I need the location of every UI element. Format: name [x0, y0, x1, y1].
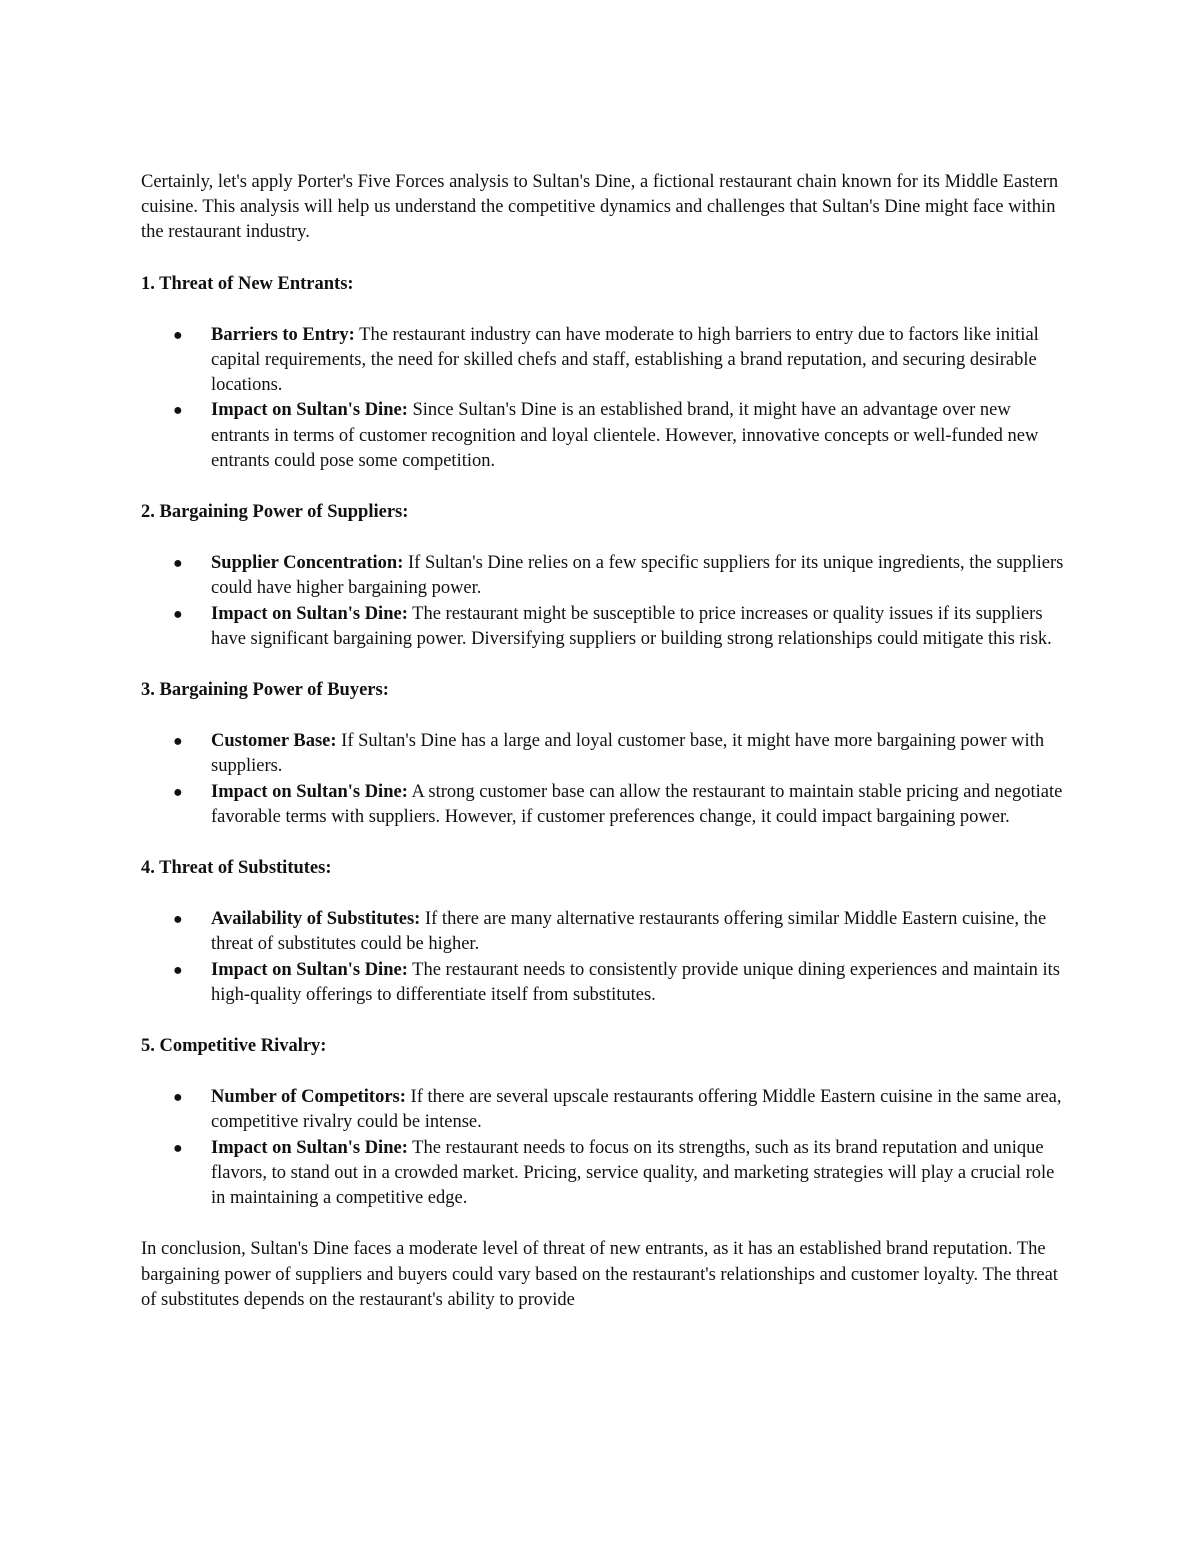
bullet-icon: ● — [173, 1139, 183, 1157]
list-item — [173, 958, 1066, 1008]
bullet-icon: ● — [173, 783, 183, 801]
bullet-icon: ● — [173, 733, 183, 751]
bullet-text: The restaurant needs to focus on its strengths, such as its brand reputation and unique flavors, to stand out in a crowded market. Pricing, service quality, and marketing strategies will play a crucial role in maintaining a competitive edge. — [211, 1137, 1055, 1209]
bullet-icon: ● — [173, 402, 183, 420]
list-item — [173, 907, 1066, 957]
bullet-term: Impact on Sultan's Dine: — [211, 400, 408, 421]
bullet-term: Barriers to Entry: — [211, 324, 355, 345]
bullet-term: Impact on Sultan's Dine: — [211, 1137, 408, 1158]
document-page — [141, 170, 1066, 1313]
list-item — [173, 398, 1066, 474]
bullet-term: Impact on Sultan's Dine: — [211, 781, 408, 802]
section-title-buyers: 3. Bargaining Power of Buyers: — [141, 680, 389, 701]
bullet-text: If there are several upscale restaurants offering Middle Eastern cuisine in the same area, competitive rivalry could be intense. — [211, 1087, 1062, 1133]
bullet-text: A strong customer base can allow the restaurant to maintain stable pricing and negotiate favorable terms with suppliers. However, if customer preferences change, it could impact bargaining power. — [211, 781, 1063, 827]
bullet-text: If Sultan's Dine has a large and loyal customer base, it might have more bargaining power with suppliers. — [211, 731, 1045, 777]
list-item — [173, 780, 1066, 830]
bullet-text: If there are many alternative restaurants offering similar Middle Eastern cuisine, the threat of substitutes could be higher. — [211, 909, 1047, 955]
bullet-list-rivalry — [141, 1085, 1066, 1211]
list-item — [173, 323, 1066, 399]
list-item — [173, 1136, 1066, 1212]
bullet-term: Impact on Sultan's Dine: — [211, 959, 408, 980]
list-item — [173, 551, 1066, 601]
bullet-icon: ● — [173, 326, 183, 344]
bullet-icon: ● — [173, 911, 183, 929]
bullet-text: The restaurant needs to consistently provide unique dining experiences and maintain its high-quality offerings to differentiate itself from substitutes. — [211, 959, 1060, 1005]
bullet-text: If Sultan's Dine relies on a few specific suppliers for its unique ingredients, the suppliers could have higher bargaining power. — [211, 553, 1064, 599]
bullet-text: The restaurant might be susceptible to price increases or quality issues if its suppliers have significant bargaining power. Diversifying suppliers or building strong relationships could mitigate this risk. — [211, 603, 1052, 649]
bullet-term: Impact on Sultan's Dine: — [211, 603, 408, 624]
bullet-term: Availability of Substitutes: — [211, 909, 421, 930]
bullet-list-substitutes — [141, 907, 1066, 1008]
intro-paragraph: Certainly, let's apply Porter's Five Forces analysis to Sultan's Dine, a fictional restaurant chain known for its Middle Eastern cuisine. This analysis will help us understand the competitive dynamics and challenges that Sultan's Dine might face within the restaurant industry. — [141, 172, 1059, 243]
section-title-rivalry: 5. Competitive Rivalry: — [141, 1036, 327, 1057]
bullet-list-suppliers — [141, 551, 1066, 652]
section-title-substitutes: 4. Threat of Substitutes: — [141, 858, 332, 879]
list-item — [173, 1085, 1066, 1135]
bullet-term: Customer Base: — [211, 731, 337, 752]
section-title-new-entrants: 1. Threat of New Entrants: — [141, 273, 354, 294]
list-item — [173, 602, 1066, 652]
bullet-icon: ● — [173, 555, 183, 573]
bullet-icon: ● — [173, 605, 183, 623]
bullet-icon: ● — [173, 961, 183, 979]
bullet-text: The restaurant industry can have moderate to high barriers to entry due to factors like initial capital requirements, the need for skilled chefs and staff, establishing a brand reputation, and securing desirable locations. — [211, 324, 1039, 396]
bullet-list-buyers — [141, 729, 1066, 830]
bullet-term: Supplier Concentration: — [211, 553, 404, 574]
list-item — [173, 729, 1066, 779]
bullet-list-new-entrants — [141, 323, 1066, 474]
bullet-icon: ● — [173, 1089, 183, 1107]
bullet-text: Since Sultan's Dine is an established brand, it might have an advantage over new entrants in terms of customer recognition and loyal clientele. However, innovative concepts or well-funded new entrants could pose some competition. — [211, 400, 1039, 471]
bullet-term: Number of Competitors: — [211, 1087, 406, 1108]
section-title-suppliers: 2. Bargaining Power of Suppliers: — [141, 502, 409, 523]
conclusion-paragraph: In conclusion, Sultan's Dine faces a moderate level of threat of new entrants, as it has an established brand reputation. The bargaining power of suppliers and buyers could vary based on the restaurant's relationships and customer loyalty. The threat of substitutes depends on the restaurant's ability to provide — [141, 1239, 1058, 1310]
